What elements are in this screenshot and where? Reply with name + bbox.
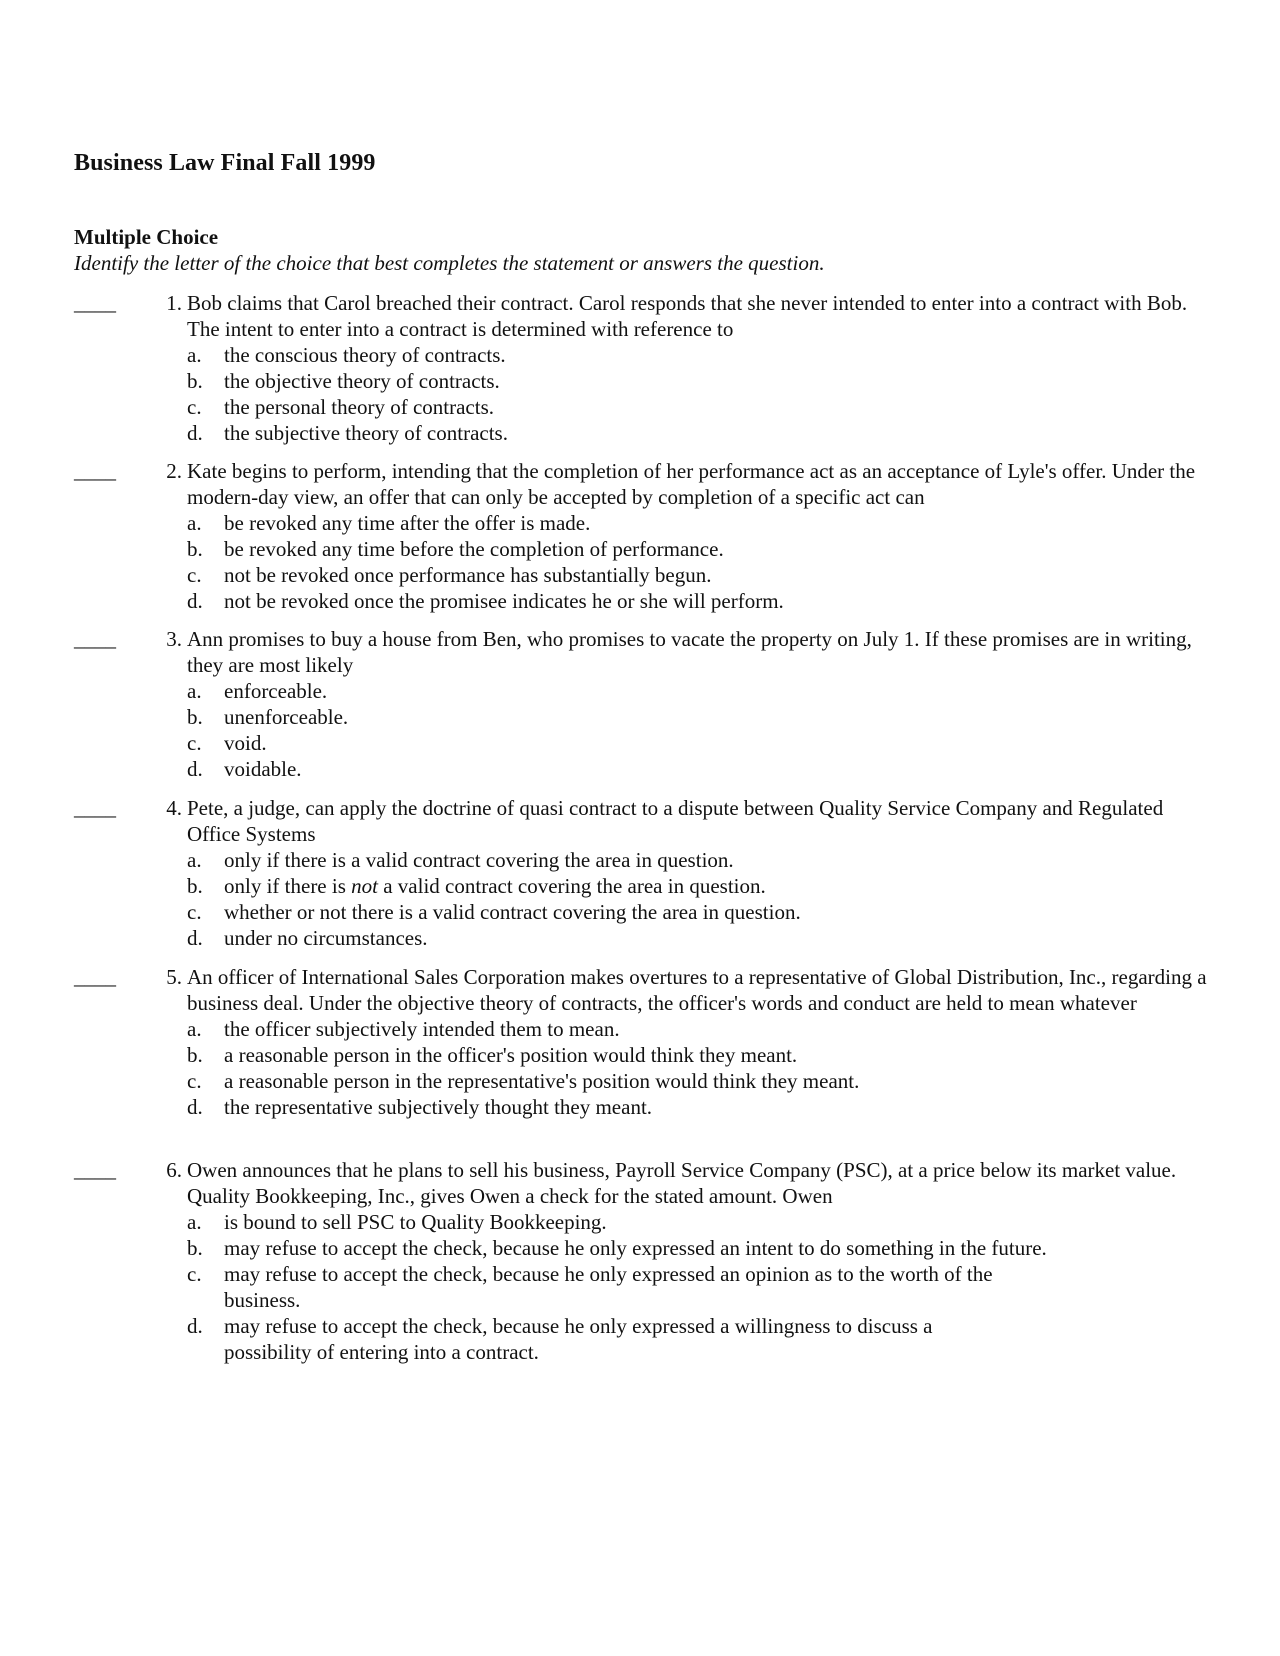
- choice-text-before: only if there is: [224, 874, 346, 898]
- question-4: [74, 795, 1214, 951]
- choice-d: [187, 1094, 1214, 1120]
- choice-text: the representative subjectively thought they meant.: [224, 1095, 653, 1119]
- choice-c: [187, 394, 1214, 420]
- choice-letter: d.: [187, 1095, 203, 1119]
- choice-letter: d.: [187, 1314, 203, 1338]
- choice-letter: b.: [187, 369, 203, 393]
- choice-a: [187, 847, 1214, 873]
- choice-b: [187, 704, 1214, 730]
- choice-a: [187, 342, 1214, 368]
- choice-text: void.: [224, 731, 267, 755]
- choice-letter: b.: [187, 537, 203, 561]
- choice-text: voidable.: [224, 757, 302, 781]
- choice-list: [74, 847, 1214, 951]
- choice-text: the conscious theory of contracts.: [224, 343, 506, 367]
- question-stem: Pete, a judge, can apply the doctrine of quasi contract to a dispute between Quality Service Company and Regulated Office Systems: [187, 796, 1164, 846]
- question-5: [74, 964, 1214, 1120]
- choice-c: [187, 730, 1214, 756]
- choice-text: the officer subjectively intended them to mean.: [224, 1017, 620, 1041]
- choice-c: [187, 562, 1214, 588]
- question-1: [74, 290, 1214, 446]
- choice-text: the personal theory of contracts.: [224, 395, 494, 419]
- choice-letter: d.: [187, 926, 203, 950]
- choice-letter: d.: [187, 421, 203, 445]
- choice-list: [74, 510, 1214, 614]
- choice-list: [74, 1209, 1214, 1365]
- choice-c: [187, 899, 1214, 925]
- choice-text-after: a valid contract covering the area in question.: [383, 874, 766, 898]
- choice-letter: b.: [187, 1236, 203, 1260]
- question-stem: Owen announces that he plans to sell his business, Payroll Service Company (PSC), at a price below its market value. Quality Bookkeeping, Inc., gives Owen a check for the stated amount. Owen: [187, 1158, 1177, 1208]
- choice-text: is bound to sell PSC to Quality Bookkeeping.: [224, 1210, 607, 1234]
- choice-letter: c.: [187, 395, 202, 419]
- choice-d: [187, 1313, 1024, 1365]
- choice-text: be revoked any time before the completion of performance.: [224, 537, 724, 561]
- answer-blank[interactable]: ____: [74, 627, 116, 651]
- choice-b: [187, 873, 1214, 899]
- choice-text: not be revoked once performance has substantially begun.: [224, 563, 712, 587]
- choice-b: [187, 1042, 1214, 1068]
- choice-letter: d.: [187, 757, 203, 781]
- question-stem: Kate begins to perform, intending that the completion of her performance act as an acceptance of Lyle's offer. Under the modern-day view, an offer that can only be accepted by completion of a specific act can: [187, 459, 1196, 509]
- choice-d: [187, 420, 1214, 446]
- choice-text: enforceable.: [224, 679, 328, 703]
- choice-d: [187, 588, 1214, 614]
- choice-a: [187, 1016, 1214, 1042]
- choice-text: a reasonable person in the officer's position would think they meant.: [224, 1043, 798, 1067]
- choice-text: the objective theory of contracts.: [224, 369, 500, 393]
- choice-c: [187, 1261, 1054, 1313]
- answer-blank[interactable]: ____: [74, 796, 116, 820]
- question-6: [74, 1157, 1214, 1365]
- choice-b: [187, 1235, 1054, 1261]
- question-number: 6.: [166, 1158, 182, 1182]
- choice-letter: a.: [187, 1017, 202, 1041]
- choice-a: [187, 1209, 1214, 1235]
- question-number: 2.: [166, 459, 182, 483]
- choice-d: [187, 756, 1214, 782]
- document-title: Business Law Final Fall 1999: [74, 150, 376, 176]
- choice-letter: b.: [187, 705, 203, 729]
- choice-a: [187, 678, 1214, 704]
- choice-text: whether or not there is a valid contract covering the area in question.: [224, 900, 801, 924]
- choice-text: be revoked any time after the offer is made.: [224, 511, 591, 535]
- answer-blank[interactable]: ____: [74, 965, 116, 989]
- choice-letter: a.: [187, 511, 202, 535]
- choice-b: [187, 368, 1214, 394]
- choice-list: [74, 1016, 1214, 1120]
- choice-text: only if there is a valid contract covering the area in question.: [224, 848, 734, 872]
- choice-d: [187, 925, 1214, 951]
- answer-blank[interactable]: ____: [74, 459, 116, 483]
- choice-text-emphasis: not: [351, 874, 378, 898]
- choice-a: [187, 510, 1214, 536]
- question-stem: Bob claims that Carol breached their contract. Carol responds that she never intended to enter into a contract with Bob. The intent to enter into a contract is determined with reference to: [187, 291, 1188, 341]
- choice-c: [187, 1068, 1214, 1094]
- choice-text: a reasonable person in the representative's position would think they meant.: [224, 1069, 860, 1093]
- choice-letter: a.: [187, 679, 202, 703]
- choice-text: may refuse to accept the check, because he only expressed an intent to do something in the future.: [224, 1236, 1047, 1260]
- choice-text: unenforceable.: [224, 705, 349, 729]
- choice-letter: a.: [187, 343, 202, 367]
- instructions: Identify the letter of the choice that best completes the statement or answers the question.: [74, 251, 825, 275]
- section-heading: Multiple Choice: [74, 225, 219, 249]
- choice-letter: c.: [187, 1262, 202, 1286]
- question-number: 1.: [166, 291, 182, 315]
- choice-letter: b.: [187, 1043, 203, 1067]
- choice-letter: c.: [187, 563, 202, 587]
- choice-letter: c.: [187, 900, 202, 924]
- choice-list: [74, 678, 1214, 782]
- answer-blank[interactable]: ____: [74, 1158, 116, 1182]
- choice-text: may refuse to accept the check, because he only expressed a willingness to discuss a possibility of entering into a contract.: [224, 1314, 933, 1364]
- question-3: [74, 626, 1214, 782]
- question-stem: Ann promises to buy a house from Ben, who promises to vacate the property on July 1. If these promises are in writing, they are most likely: [187, 627, 1192, 677]
- choice-list: [74, 342, 1214, 446]
- question-number: 3.: [166, 627, 182, 651]
- choice-text: may refuse to accept the check, because he only expressed an opinion as to the worth of the business.: [224, 1262, 993, 1312]
- question-number: 4.: [166, 796, 182, 820]
- choice-text: not be revoked once the promisee indicates he or she will perform.: [224, 589, 784, 613]
- choice-letter: b.: [187, 874, 203, 898]
- question-number: 5.: [166, 965, 182, 989]
- choice-b: [187, 536, 1214, 562]
- choice-letter: c.: [187, 731, 202, 755]
- question-2: [74, 458, 1214, 614]
- choice-text: the subjective theory of contracts.: [224, 421, 508, 445]
- answer-blank[interactable]: ____: [74, 291, 116, 315]
- choice-letter: c.: [187, 1069, 202, 1093]
- choice-text: under no circumstances.: [224, 926, 428, 950]
- choice-letter: d.: [187, 589, 203, 613]
- choice-letter: a.: [187, 848, 202, 872]
- choice-text: [224, 873, 1214, 899]
- question-stem: An officer of International Sales Corporation makes overtures to a representative of Global Distribution, Inc., regarding a business deal. Under the objective theory of contracts, the officer's words and conduct are held to mean whatever: [187, 965, 1207, 1015]
- choice-letter: a.: [187, 1210, 202, 1234]
